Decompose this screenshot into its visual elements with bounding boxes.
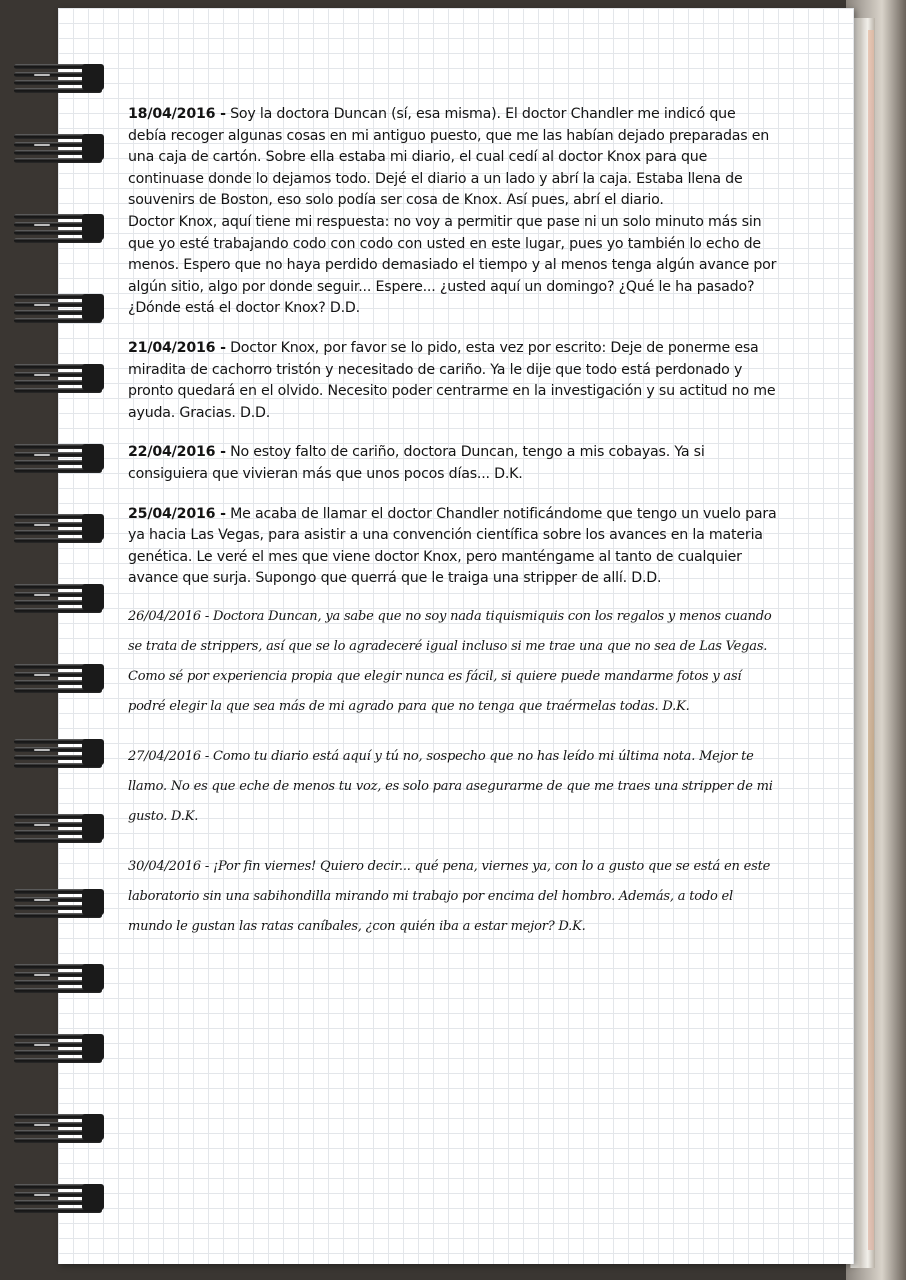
diary-entry — [128, 852, 778, 942]
diary-entry — [128, 602, 778, 722]
entry-text: Doctor Knox, aquí tiene mi respuesta: no voy a permitir que pase ni un solo minuto más sin que yo esté trabajando codo con codo con usted en este lugar, pues yo también lo echo de menos. Espero que no haya perdido demasiado el tiempo y al menos tenga algún avance por algún sitio, algo por donde seguir... Espere... ¿usted aquí un domingo? ¿Qué le ha pasado? ¿Dónde está el doctor Knox? D.D. — [128, 213, 777, 317]
entry-date: 26/04/2016 - — [128, 608, 210, 624]
entry-text: No estoy falto de cariño, doctora Duncan, tengo a mis cobayas. Ya si consiguiera que vivieran más que unos pocos días... D.K. — [128, 444, 705, 482]
entry-text: Doctora Duncan, ya sabe que no soy nada tiquismiquis con los regalos y menos cuando se trata de strippers, así que se lo agradeceré igual incluso si me trae una que no sea de Las Vegas. Como sé por experiencia propia que elegir nunca es fácil, si quiere puede mandarme fotos y así podré elegir la que sea más de mi agrado para que no tenga que traérmelas todas. D.K. — [128, 608, 772, 714]
spiral-coil — [14, 735, 106, 769]
entry-text: ¡Por fin viernes! Quiero decir... qué pena, viernes ya, con lo a gusto que se está en este laboratorio sin una sabihondilla mirando mi trabajo por encima del hombro. Además, a todo el mundo le gustan las ratas caníbales, ¿con quién iba a estar mejor? D.K. — [128, 858, 771, 934]
diary-entry — [128, 442, 778, 485]
spiral-coil — [14, 580, 106, 614]
spiral-coil — [14, 440, 106, 474]
entry-date: 22/04/2016 - — [128, 444, 226, 461]
diary-entry — [128, 504, 778, 590]
entry-text: Como tu diario está aquí y tú no, sospecho que no has leído mi última nota. Mejor te llamo. No es que eche de menos tu voz, es solo para asegurarme de que me traes una stripper de mi gusto. D.K. — [128, 748, 773, 824]
entry-date: 18/04/2016 - — [128, 106, 226, 122]
entry-date: 27/04/2016 - — [128, 748, 210, 764]
spiral-coil — [14, 60, 106, 94]
spiral-coil — [14, 1110, 106, 1144]
spiral-coil — [14, 960, 106, 994]
spiral-coil — [14, 510, 106, 544]
diary-entry — [128, 338, 778, 424]
entry-text: Doctor Knox, por favor se lo pido, esta vez por escrito: Deje de ponerme esa miradita de cachorro tristón y necesitado de cariño. Ya le dije que todo está perdonado y pronto quedará en el olvido. Necesito poder centrarme en la investigación y su actitud no me ayuda. Gracias. D.D. — [128, 339, 776, 421]
entry-date: 25/04/2016 - — [128, 505, 226, 522]
spiral-coil — [14, 1180, 106, 1214]
spiral-coil — [14, 130, 106, 164]
spiral-coil — [14, 210, 106, 244]
entry-date: 30/04/2016 - — [128, 858, 210, 874]
spiral-coil — [14, 885, 106, 919]
diary-entry — [128, 104, 778, 320]
spiral-coil — [14, 360, 106, 394]
spiral-coil — [14, 290, 106, 324]
diary-text — [128, 104, 778, 942]
notebook-cover-edge — [868, 30, 874, 1250]
spiral-coil — [14, 660, 106, 694]
diary-entry — [128, 742, 778, 832]
entry-date: 21/04/2016 - — [128, 339, 226, 356]
entry-text: Me acaba de llamar el doctor Chandler notificándome que tengo un vuelo para ya hacia Las Vegas, para asistir a una convención científica sobre los avances en la materia genética. Le veré el mes que viene doctor Knox, pero manténgame al tanto de cualquier avance que surja. Supongo que querrá que le traiga una stripper de allí. D.D. — [128, 505, 777, 587]
spiral-coil — [14, 810, 106, 844]
entry-text: Soy la doctora Duncan (sí, esa misma). El doctor Chandler me indicó que debía recoger algunas cosas en mi antiguo puesto, que me las habían dejado preparadas en una caja de cartón. Sobre ella estaba mi diario, el cual cedí al doctor Knox para que continuase donde lo dejamos todo. Dejé el diario a un lado y abrí la caja. Estaba llena de souvenirs de Boston, eso solo podía ser cosa de Knox. Así pues, abrí el diario. — [128, 106, 770, 209]
spiral-coil — [14, 1030, 106, 1064]
